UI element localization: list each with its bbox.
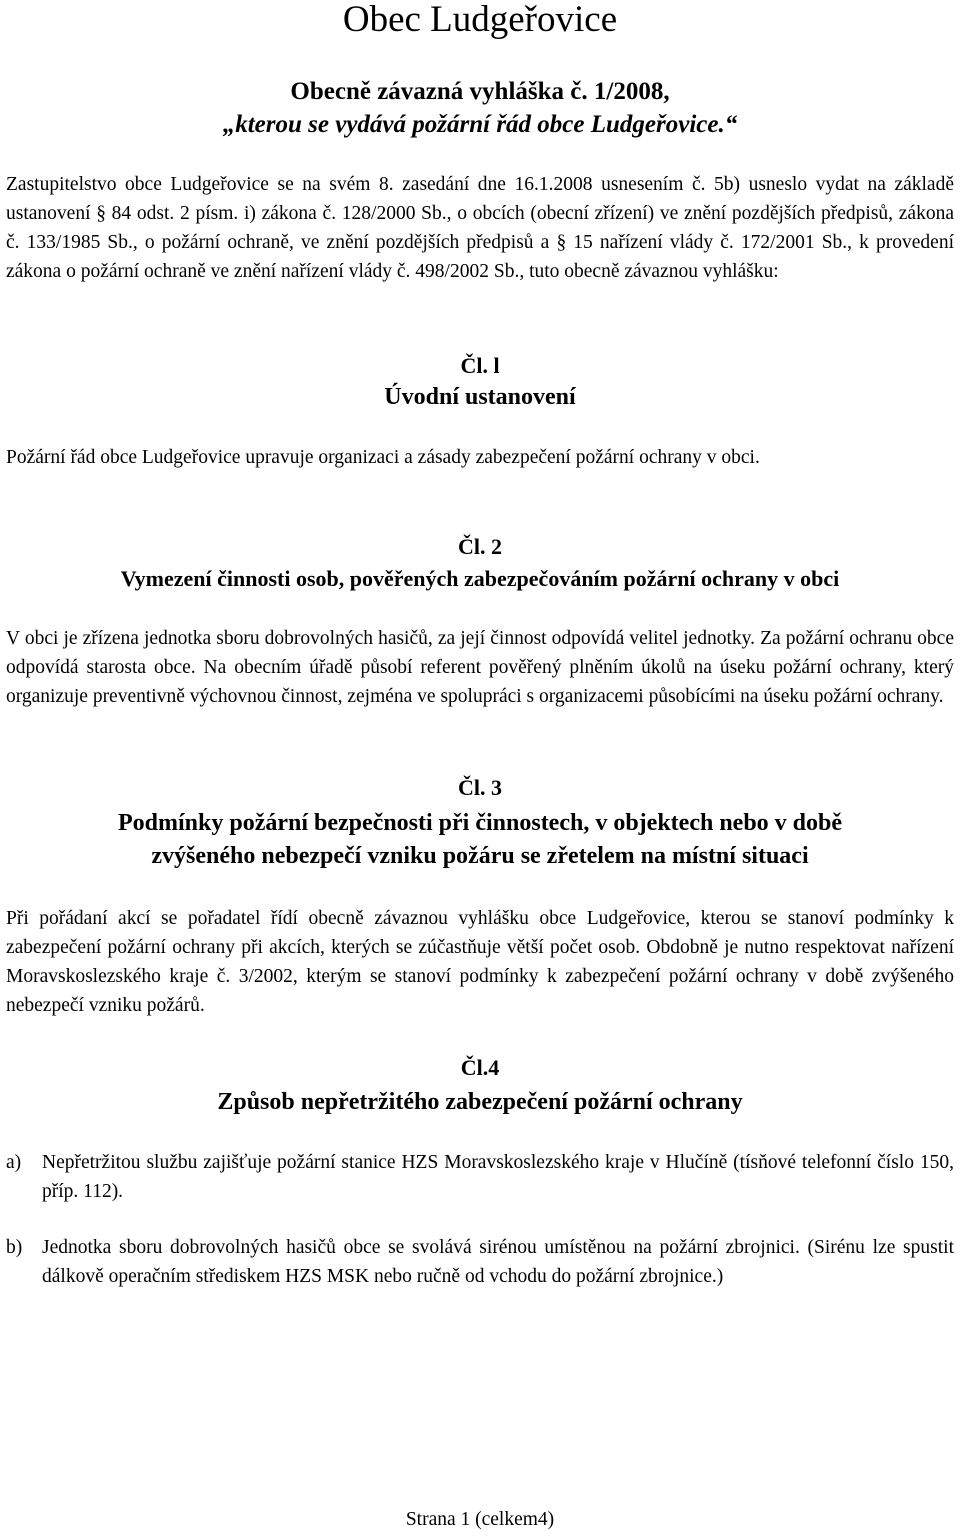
- list-item-text: Jednotka sboru dobrovolných hasičů obce se svolává sirénou umístěnou na požární zbrojnici. (Sirénu lze spustit dálkově operačním střediskem HZS MSK nebo ručně od vchodu do požární zbrojnice.): [42, 1237, 954, 1287]
- list-item-marker: a): [6, 1152, 22, 1173]
- article-2-body: V obci je zřízena jednotka sboru dobrovolných hasičů, za její činnost odpovídá velitel jednotky. Za požární ochranu obce odpovídá starosta obce. Na obecním úřadě působí referent pověřený plněním úkolů na úseku požární ochrany, který organizuje preventivně výchovnou činnost, zejména ve spolupráci s organizacemi působícími na úseku požární ochrany.: [6, 628, 954, 707]
- article-3-number: Čl. 3: [458, 775, 502, 800]
- article-3-title-line-1: Podmínky požární bezpečnosti při činnostech, v objektech nebo v době: [117, 810, 843, 836]
- article-4-number: Čl.4: [460, 1055, 500, 1080]
- document-title: Obec Ludgeřovice: [342, 0, 618, 40]
- article-2-number: Čl. 2: [458, 534, 502, 559]
- article-3-body: Při pořádaní akcí se pořadatel řídí obecně závaznou vyhlášku obce Ludgeřovice, kterou se stanoví podmínky k zabezpečení požární ochrany při akcích, kterých se zúčastňuje větší počet osob. Obdobně je nutno respektovat nařízení Moravskoslezského kraje č. 3/2002, kterým se stanoví podmínky k zabezpečení požární ochrany v době zvýšeného nebezpečí vzniku požárů.: [6, 908, 954, 1016]
- ordinance-number: Obecně závazná vyhláška č. 1/2008,: [290, 78, 670, 105]
- article-4-title: Způsob nepřetržitého zabezpečení požární ochrany: [217, 1089, 743, 1115]
- article-1-body: Požární řád obce Ludgeřovice upravuje organizaci a zásady zabezpečení požární ochrany v obci.: [6, 447, 760, 468]
- list-item: [6, 1148, 954, 1206]
- article-2-title: Vymezení činnosti osob, pověřených zabezpečováním požární ochrany v obci: [120, 566, 840, 591]
- article-3-title-line-2: zvýšeného nebezpečí vzniku požáru se zřetelem na místní situaci: [151, 843, 809, 869]
- ordinance-subject-text: „kterou se vydává požární řád obce Ludgeřovice.“: [222, 111, 738, 138]
- list-item-text: Nepřetržitou službu zajišťuje požární stanice HZS Moravskoslezského kraje v Hlučíně (tísňové telefonní číslo 150, příp. 112).: [42, 1152, 954, 1202]
- ordinance-subject: [0, 108, 960, 141]
- article-1-number: Čl. l: [460, 353, 500, 378]
- list-item-marker: b): [6, 1237, 23, 1258]
- article-1-title: Úvodní ustanovení: [384, 384, 576, 410]
- list-item: [6, 1233, 954, 1320]
- preamble: Zastupitelstvo obce Ludgeřovice se na svém 8. zasedání dne 16.1.2008 usnesením č. 5b) usneslo vydat na základě ustanovení § 84 odst. 2 písm. i) zákona č. 128/2000 Sb., o obcích (obecní zřízení) ve znění pozdějších předpisů, zákona č. 133/1985 Sb., o požární ochraně, ve znění pozdějších předpisů a § 15 nařízení vlády č. 172/2001 Sb., k provedení zákona o požární ochraně ve znění nařízení vlády č. 498/2002 Sb., tuto obecně závaznou vyhlášku:: [6, 174, 954, 282]
- page-number: Strana 1 (celkem4): [405, 1509, 555, 1530]
